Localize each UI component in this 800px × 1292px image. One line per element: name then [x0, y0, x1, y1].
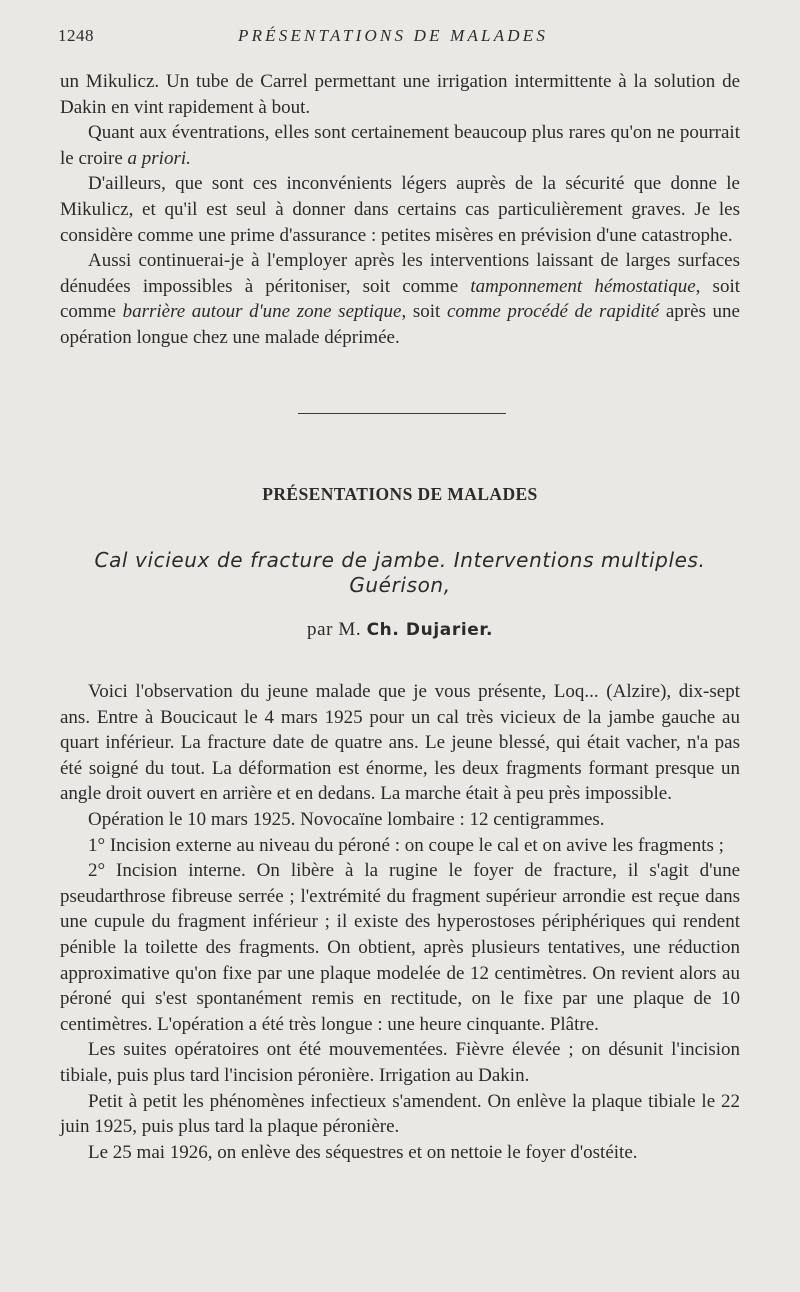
italic-term: tamponnement hémostatique — [470, 275, 696, 297]
article-body — [60, 679, 740, 1165]
article-title-line: Cal vicieux de fracture de jambe. Interventions multiples. — [94, 548, 706, 572]
paragraph: 1° Incision externe au niveau du péroné : on coupe le cal et on avive les fragments ; — [88, 834, 724, 856]
running-title: PRÉSENTATIONS DE MALADES — [238, 26, 549, 45]
article-title-line: Guérison, — [349, 573, 451, 597]
section-heading: PRÉSENTATIONS DE MALADES — [262, 484, 538, 504]
paragraph-text: Aussi continuerai-je à l'employer après les interventions laissant de larges surfaces dénudées impossibles à péritoniser, soit comme — [60, 250, 740, 297]
paragraph-text: Quant aux éventrations, elles sont certainement beaucoup plus rares qu'on ne pourrait le croire — [60, 122, 740, 169]
article-title — [60, 548, 740, 598]
page-number: 1248 — [58, 26, 94, 45]
paragraph-text: , soit comme — [60, 275, 740, 323]
running-header — [58, 26, 740, 52]
italic-term: barrière autour d'une zone septique — [122, 301, 402, 323]
paragraph: un Mikulicz. Un tube de Carrel permettant une irrigation intermittente à la solution de Dakin en vint rapidement à bout. — [60, 71, 740, 118]
paragraph-text: après une opération longue chez une malade déprimée. — [60, 301, 740, 348]
section-divider — [298, 413, 506, 414]
paragraph: Opération le 10 mars 1925. Novocaïne lombaire : 12 centigrammes. — [88, 808, 605, 830]
author-name: Ch. Dujarier. — [366, 620, 494, 640]
previous-article-text — [60, 69, 740, 351]
paragraph: Petit à petit les phénomènes infectieux s'amendent. On enlève la plaque tibiale le 22 juin 1925, puis plus tard la plaque péronière. — [60, 1090, 740, 1138]
paragraph: 2° Incision interne. On libère à la rugine le foyer de fracture, il s'agit d'une pseudarthrose fibreuse serrée ; l'extrémité du fragment supérieur arrondie est reçue dans une cupule du fragment inférieur ; il existe des hyperostoses périphériques qui rendent pénible la toilette des fragments. On obtient, après plusieurs tentatives, une réduction approximative qu'on fixe par une plaque modelée de 12 centimètres. On revient alors au péroné qui s'est spontanément remis en rectitude, on le fixe par une plaque de 10 centimètres. L'opération a été très longue : une heure cinquante. Plâtre. — [60, 860, 740, 1035]
paragraph — [60, 120, 740, 171]
paragraph — [60, 248, 740, 350]
paragraph: D'ailleurs, que sont ces inconvénients légers auprès de la sécurité que donne le Mikulicz, et qu'il est seul à donner dans certains cas particulièrement graves. Je les considère comme une prime d'assurance : petites misères en prévision d'une catastrophe. — [60, 173, 740, 246]
paragraph: Le 25 mai 1926, on enlève des séquestres et on nettoie le foyer d'ostéite. — [88, 1141, 638, 1163]
italic-term: a priori. — [127, 147, 191, 169]
paragraph: Les suites opératoires ont été mouvementées. Fièvre élevée ; on désunit l'incision tibiale, puis plus tard l'incision péronière. Irrigation au Dakin. — [60, 1039, 740, 1086]
italic-term: comme procédé de rapidité — [446, 301, 660, 323]
paragraph-text: , soit — [401, 301, 447, 323]
byline-prefix: par M. — [306, 619, 367, 640]
byline — [0, 619, 800, 641]
paragraph: Voici l'observation du jeune malade que je vous présente, Loq... (Alzire), dix-sept ans. Entre à Boucicaut le 4 mars 1925 pour un cal très vicieux de la jambe gauche au quart inférieur. La fracture date de quatre ans. Le jeune blessé, qui était vacher, n'a pas été soigné du tout. La déformation est énorme, les deux fragments formant presque un angle droit ouvert en arrière et en dedans. La marche était à peu près impossible. — [60, 681, 740, 805]
